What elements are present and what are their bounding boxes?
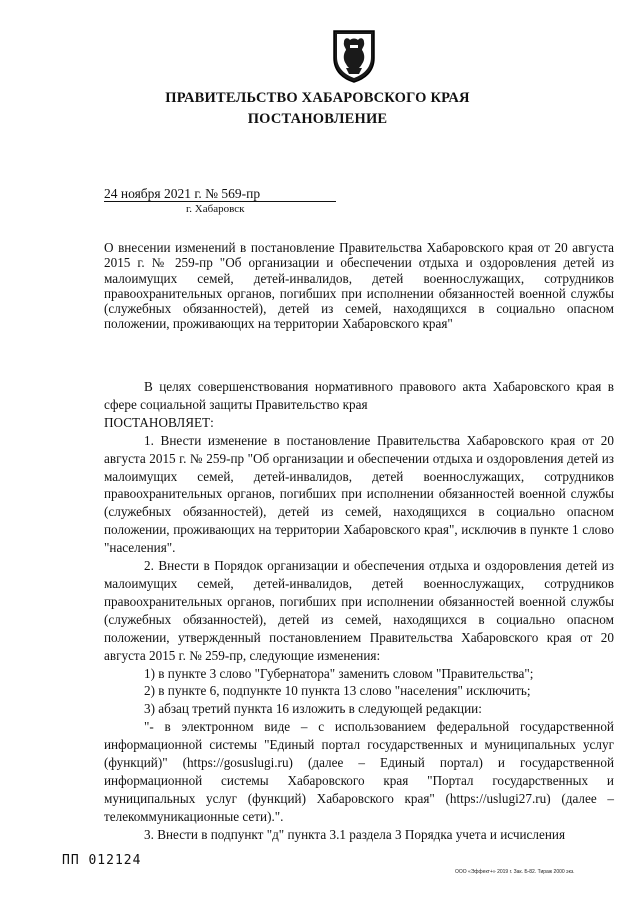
date-and-number (104, 186, 336, 204)
serial-code: ПП 012124 (62, 853, 142, 868)
preamble: В целях совершенствования нормативного правового акта Хабаровского края в сфере социальной защиты Правительство края (104, 379, 614, 412)
print-info: ООО «Эффект+» 2019 г. Зак. Б-82. Тираж 2000 экз. (455, 869, 575, 875)
quoted-paragraph: "- в электронном виде – с использованием федеральной государственной информационной системы "Единый портал государственных и муниципальных услуг (функций)" (https://gosuslugi.ru) (далее – Единый портал) и государственной информационной системы Хабаровского края "Портал государственных и муниципальных услуг (функций) Хабаровского края" (https://uslugi27.ru) (далее – телекоммуникационные сети).". (104, 719, 614, 824)
item-3: 3. Внести в подпункт "д" пункта 3.1 раздела 3 Порядка учета и исчисления (144, 826, 566, 842)
decree-title: О внесении изменений в постановление Правительства Хабаровского края от 20 августа 2015 г. № 259-пр "Об организации и обеспечении отдыха и оздоровления детей из малоимущих семей, детей-инвалидов, детей военнослужащих, сотрудников правоохранительных органов, погибших при исполнении обязанностей военной службы (служебных обязанностей), детей из семей, находящихся в социально опасном положении, проживающих на территории Хабаровского края" (104, 240, 614, 332)
city-name: г. Хабаровск (186, 203, 245, 215)
subitem-3: 3) абзац третий пункта 16 изложить в следующей редакции: (144, 701, 482, 717)
subitem-2: 2) в пункте 6, подпункте 10 пункта 13 слово "населения" исключить; (144, 683, 531, 699)
date-number-text: 24 ноября 2021 г. № 569-пр (104, 186, 261, 201)
date-underline (104, 201, 336, 202)
item-1: 1. Внести изменение в постановление Правительства Хабаровского края от 20 августа 2015 г. № 259-пр "Об организации и обеспечении отдыха и оздоровления детей из малоимущих семей, детей-инвалидов, детей военнослужащих, сотрудников правоохранительных органов, погибших при исполнении обязанностей военной службы (служебных обязанностей), детей из семей, находящихся в социально опасном положении, проживающих на территории Хабаровского края", исключив в пункте 1 слово "населения". (104, 432, 614, 556)
government-name: ПРАВИТЕЛЬСТВО ХАБАРОВСКОГО КРАЯ (165, 90, 470, 106)
item-2: 2. Внести в Порядок организации и обеспечения отдыха и оздоровления детей из малоимущих семей, детей-инвалидов, детей военнослужащих, сотрудников правоохранительных органов, погибших при исполнении обязанностей военной службы (служебных обязанностей), детей из семей, находящихся в социально опасном положении, утвержденный постановлением Правительства Хабаровского края от 20 августа 2015 г. № 259-пр, следующие изменения: (104, 558, 614, 663)
resolves-heading: ПОСТАНОВЛЯЕТ: (104, 414, 214, 430)
document-type: ПОСТАНОВЛЕНИЕ (247, 111, 388, 127)
bear-coat-of-arms-icon (331, 28, 377, 84)
decree-body (104, 378, 614, 844)
subitem-1: 1) в пункте 3 слово "Губернатора" заменить словом "Правительства"; (144, 665, 534, 681)
